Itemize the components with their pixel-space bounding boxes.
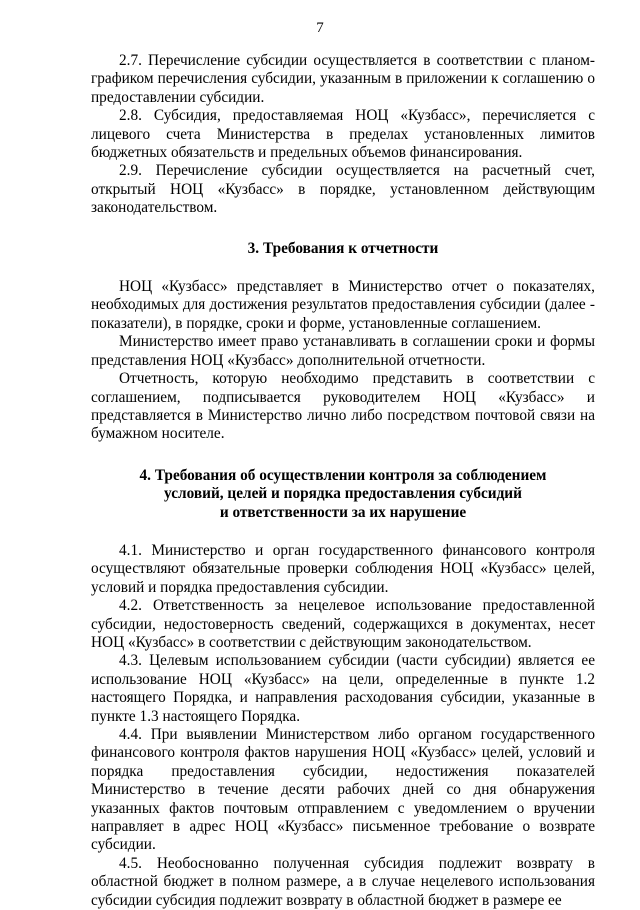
section-4-heading bbox=[91, 467, 595, 522]
paragraph-2-7: 2.7. Перечисление субсидии осуществляется в соответствии с планом-графиком перечисления субсидии, указанным в приложении к соглашению о предоставлении субсидии. bbox=[91, 52, 595, 106]
paragraph-2-9: 2.9. Перечисление субсидии осуществляется на расчетный счет, открытый НОЦ «Кузбасс» в порядке, установленном действующим законодательством. bbox=[91, 162, 595, 217]
page-number: 7 bbox=[316, 20, 324, 36]
paragraph-4-1: 4.1. Министерство и орган государственного финансового контроля осуществляют обязательные проверки соблюдения НОЦ «Кузбасс» целей, условий и порядка предоставления субсидии. bbox=[91, 541, 595, 596]
section-4-heading-line: 4. Требования об осуществлении контроля за соблюдением bbox=[139, 466, 547, 484]
section-3-paragraph: Министерство имеет право устанавливать в соглашении сроки и формы представления НОЦ «Кузбасс» дополнительной отчетности. bbox=[91, 333, 595, 369]
paragraph-4-3: 4.3. Целевым использованием субсидии (части субсидии) является ее использование НОЦ «Кузбасс» на цели, определенные в пункте 1.2 настоящего Порядка, и направления расходования субсидии, указанные в пункте 1.3 настоящего Порядка. bbox=[91, 652, 595, 725]
section-4-heading-line: и ответственности за их нарушение bbox=[219, 503, 467, 521]
section-4-heading-line: условий, целей и порядка предоставления субсидий bbox=[164, 485, 522, 503]
paragraph-4-5: 4.5. Необоснованно полученная субсидия подлежит возврату в областной бюджет в полном размере, а в случае нецелевого использования субсидии субсидия подлежит возврату в областной бюджет в размере ее bbox=[91, 854, 595, 909]
paragraph-4-4: 4.4. При выявлении Министерством либо органом государственного финансового контроля фактов нарушения НОЦ «Кузбасс» целей, условий и порядка предоставления субсидии, недостижения показателей Министерство в течение десяти рабочих дней со дня обнаружения указанных фактов почтовым отправлением с уведомлением о вручении направляет в адрес НОЦ «Кузбасс» письменное требование о возврате субсидии. bbox=[91, 726, 595, 854]
paragraph-4-2: 4.2. Ответственность за нецелевое использование предоставленной субсидии, недостоверность сведений, содержащихся в документах, несет НОЦ «Кузбасс» в соответствии с действующим законодательством. bbox=[91, 597, 595, 651]
document-body bbox=[91, 52, 595, 910]
paragraph-2-8: 2.8. Субсидия, предоставляемая НОЦ «Кузбасс», перечисляется с лицевого счета Министерства в пределах установленных лимитов бюджетных обязательств и предельных объемов финансирования. bbox=[91, 107, 595, 162]
section-3-heading: 3. Требования к отчетности bbox=[247, 239, 439, 257]
section-3-paragraph: Отчетность, которую необходимо представить в соответствии с соглашением, подписывается руководителем НОЦ «Кузбасс» и представляется в Министерство лично либо посредством почтовой связи на бумажном носителе. bbox=[91, 370, 595, 443]
section-3-paragraph: НОЦ «Кузбасс» представляет в Министерство отчет о показателях, необходимых для достижения результатов предоставления субсидии (далее - показатели), в порядке, сроки и форме, установленные соглашением. bbox=[91, 278, 595, 332]
